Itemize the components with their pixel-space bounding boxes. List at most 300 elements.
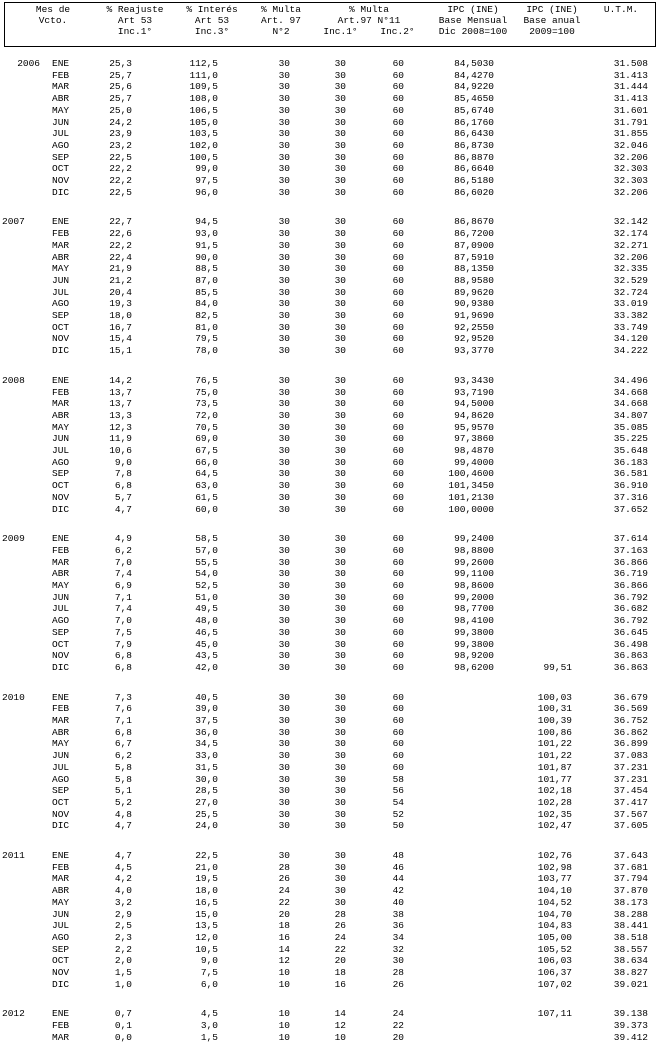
header-label: Base anual: [523, 15, 581, 26]
multa11-inc2-cell: 60: [392, 186, 404, 198]
multa11-inc2-cell: 46: [392, 861, 404, 873]
reajuste-cell: 7,4: [114, 568, 132, 580]
ipc-anual-cell: 100,86: [537, 726, 572, 738]
table-row: [0, 433, 660, 444]
utm-cell: 36.498: [613, 638, 648, 650]
year-cell: 2008: [2, 374, 25, 386]
ipc-mensual-cell: 93,7190: [454, 386, 494, 398]
multa11-inc1-cell: 30: [334, 603, 346, 615]
multa11-inc1-cell: 30: [334, 58, 346, 69]
month-cell: SEP: [52, 151, 70, 163]
interes-cell: 108,0: [189, 93, 218, 105]
utm-cell: 35.085: [613, 421, 648, 433]
header-label: 2009=100: [529, 26, 575, 37]
ipc-mensual-cell: 86,6020: [454, 186, 494, 198]
reajuste-cell: 7,6: [114, 703, 132, 715]
utm-cell: 32.046: [613, 139, 648, 151]
ipc-anual-cell: 105,00: [537, 931, 572, 943]
multa11-inc1-cell: 30: [334, 850, 346, 861]
multa97-cell: 30: [278, 650, 290, 662]
month-cell: MAR: [52, 715, 70, 726]
table-row: [0, 105, 660, 116]
month-cell: OCT: [52, 796, 70, 808]
interes-cell: 87,0: [195, 274, 218, 286]
table-row: [0, 738, 660, 749]
multa11-inc2-cell: 60: [392, 433, 404, 445]
multa97-cell: 30: [278, 796, 290, 808]
month-cell: MAY: [52, 580, 70, 591]
ipc-mensual-cell: 93,3770: [454, 345, 494, 357]
utm-cell: 37.614: [613, 533, 648, 545]
table-row: [0, 128, 660, 139]
utm-cell: 34.668: [613, 398, 648, 410]
multa11-inc1-cell: 30: [334, 650, 346, 662]
interes-cell: 16,5: [195, 896, 218, 908]
reajuste-cell: 0,1: [114, 1020, 132, 1032]
month-cell: SEP: [52, 468, 70, 480]
multa11-inc1-cell: 30: [334, 468, 346, 480]
multa11-inc1-cell: 30: [334, 820, 346, 832]
month-cell: FEB: [52, 861, 70, 873]
multa11-inc2-cell: 36: [392, 920, 404, 932]
month-cell: OCT: [52, 480, 70, 492]
interes-cell: 109,5: [189, 81, 218, 93]
reajuste-cell: 4,9: [114, 533, 132, 545]
multa11-inc2-cell: 60: [392, 333, 404, 345]
multa97-cell: 30: [278, 661, 290, 673]
month-cell: FEB: [52, 69, 70, 81]
reajuste-cell: 4,7: [114, 820, 132, 832]
table-row: [0, 809, 660, 820]
utm-cell: 31.601: [613, 104, 648, 116]
reajuste-cell: 6,8: [114, 480, 132, 492]
reajuste-cell: 23,9: [109, 128, 132, 140]
interes-cell: 103,5: [189, 128, 218, 140]
multa11-inc2-cell: 60: [392, 175, 404, 186]
month-cell: AGO: [52, 615, 70, 627]
multa11-inc1-cell: 30: [334, 186, 346, 198]
multa11-inc1-cell: 30: [334, 761, 346, 773]
month-cell: FEB: [52, 386, 70, 398]
ipc-anual-cell: 106,37: [537, 967, 572, 978]
multa97-cell: 26: [278, 873, 290, 885]
table-row: [0, 850, 660, 861]
ipc-anual-cell: 106,03: [537, 955, 572, 967]
month-cell: ABR: [52, 251, 70, 263]
multa97-cell: 30: [278, 761, 290, 773]
multa11-inc2-cell: 60: [392, 544, 404, 556]
utm-cell: 36.581: [613, 468, 648, 480]
month-cell: DIC: [52, 661, 70, 673]
table-row: [0, 885, 660, 896]
table-row: [0, 592, 660, 603]
header-label: Inc.1° Inc.2°: [323, 26, 415, 37]
table-row: [0, 715, 660, 726]
multa11-inc1-cell: 14: [334, 1008, 346, 1020]
multa97-cell: 30: [278, 251, 290, 263]
ipc-mensual-cell: 84,4270: [454, 69, 494, 81]
month-cell: AGO: [52, 139, 70, 151]
reajuste-cell: 18,0: [109, 310, 132, 321]
ipc-anual-cell: 107,11: [537, 1008, 572, 1020]
multa11-inc1-cell: 30: [334, 398, 346, 410]
multa97-cell: 30: [278, 286, 290, 298]
multa11-inc2-cell: 60: [392, 151, 404, 163]
reajuste-cell: 5,8: [114, 773, 132, 785]
reajuste-cell: 12,3: [109, 421, 132, 433]
table-row: [0, 774, 660, 785]
utm-cell: 31.413: [613, 69, 648, 81]
multa97-cell: 30: [278, 638, 290, 650]
interes-cell: 48,0: [195, 615, 218, 627]
multa11-inc2-cell: 60: [392, 239, 404, 251]
ipc-mensual-cell: 98,7700: [454, 603, 494, 615]
multa97-cell: 30: [278, 58, 290, 69]
table-row: [0, 93, 660, 104]
reajuste-cell: 4,7: [114, 850, 132, 861]
multa11-inc2-cell: 60: [392, 715, 404, 726]
multa11-inc2-cell: 60: [392, 139, 404, 151]
multa11-inc1-cell: 30: [334, 480, 346, 492]
multa11-inc1-cell: 30: [334, 568, 346, 580]
header-label: Art 53: [117, 15, 153, 26]
header-label: Art. 97: [261, 15, 301, 26]
multa11-inc1-cell: 26: [334, 920, 346, 932]
year-cell: 2010: [2, 691, 25, 703]
interes-cell: 21,0: [195, 861, 218, 873]
utm-cell: 33.019: [613, 298, 648, 310]
interes-cell: 28,5: [195, 785, 218, 797]
multa11-inc2-cell: 60: [392, 591, 404, 603]
multa11-inc1-cell: 30: [334, 175, 346, 186]
multa11-inc2-cell: 60: [392, 703, 404, 715]
multa97-cell: 10: [278, 967, 290, 978]
month-cell: OCT: [52, 321, 70, 333]
interes-cell: 88,5: [195, 263, 218, 275]
header-label: Art 53: [194, 15, 230, 26]
header-label: Inc.1°: [117, 26, 153, 37]
ipc-mensual-cell: 101,2130: [448, 491, 494, 503]
ipc-mensual-cell: 90,9380: [454, 298, 494, 310]
table-row: [0, 703, 660, 714]
ipc-anual-cell: 102,98: [537, 861, 572, 873]
header-label: Vcto.: [38, 15, 68, 26]
table-row: [0, 1032, 660, 1043]
multa11-inc2-cell: 60: [392, 81, 404, 93]
interes-cell: 61,5: [195, 491, 218, 503]
multa11-inc2-cell: 60: [392, 726, 404, 738]
multa97-cell: 30: [278, 626, 290, 638]
utm-cell: 37.231: [613, 773, 648, 785]
multa11-inc2-cell: 60: [392, 421, 404, 433]
reajuste-cell: 20,4: [109, 286, 132, 298]
ipc-mensual-cell: 98,4100: [454, 615, 494, 627]
interes-cell: 66,0: [195, 456, 218, 468]
multa11-inc2-cell: 56: [392, 785, 404, 797]
table-row: [0, 662, 660, 673]
table-row: [0, 909, 660, 920]
table-row: [0, 615, 660, 626]
multa11-inc2-cell: 26: [392, 978, 404, 990]
interes-cell: 106,5: [189, 104, 218, 116]
month-cell: MAR: [52, 556, 70, 568]
reajuste-cell: 21,9: [109, 263, 132, 275]
multa97-cell: 30: [278, 773, 290, 785]
table-row: [0, 58, 660, 69]
interes-cell: 84,0: [195, 298, 218, 310]
ipc-mensual-cell: 86,8730: [454, 139, 494, 151]
interes-cell: 22,5: [195, 850, 218, 861]
ipc-mensual-cell: 88,1350: [454, 263, 494, 275]
utm-cell: 34.807: [613, 409, 648, 421]
multa11-inc2-cell: 60: [392, 93, 404, 105]
reajuste-cell: 16,7: [109, 321, 132, 333]
ipc-mensual-cell: 99,2400: [454, 533, 494, 545]
utm-cell: 31.508: [613, 58, 648, 69]
utm-cell: 36.792: [613, 615, 648, 627]
interes-cell: 9,0: [200, 955, 218, 967]
table-row: [0, 897, 660, 908]
interes-cell: 78,0: [195, 345, 218, 357]
month-cell: FEB: [52, 544, 70, 556]
multa97-cell: 30: [278, 503, 290, 515]
interes-cell: 6,0: [200, 978, 218, 990]
month-cell: ABR: [52, 409, 70, 421]
utm-cell: 37.163: [613, 544, 648, 556]
multa11-inc1-cell: 30: [334, 298, 346, 310]
multa97-cell: 30: [278, 445, 290, 456]
multa11-inc1-cell: 30: [334, 896, 346, 908]
multa97-cell: 30: [278, 81, 290, 93]
reajuste-cell: 5,8: [114, 761, 132, 773]
table-row: [0, 375, 660, 386]
multa11-inc1-cell: 30: [334, 808, 346, 820]
ipc-mensual-cell: 98,8800: [454, 544, 494, 556]
utm-cell: 36.679: [613, 691, 648, 703]
ipc-anual-cell: 107,02: [537, 978, 572, 990]
utm-cell: 32.142: [613, 216, 648, 228]
multa11-inc2-cell: 58: [392, 773, 404, 785]
month-cell: OCT: [52, 638, 70, 650]
interes-cell: 94,5: [195, 216, 218, 228]
multa97-cell: 30: [278, 715, 290, 726]
multa11-inc1-cell: 30: [334, 345, 346, 357]
ipc-mensual-cell: 100,4600: [448, 468, 494, 480]
utm-cell: 37.870: [613, 885, 648, 897]
utm-cell: 38.827: [613, 967, 648, 978]
multa97-cell: 22: [278, 896, 290, 908]
reajuste-cell: 6,8: [114, 726, 132, 738]
month-cell: NOV: [52, 808, 70, 820]
interes-cell: 18,0: [195, 885, 218, 897]
month-cell: OCT: [52, 955, 70, 967]
interes-cell: 100,5: [189, 151, 218, 163]
month-cell: ABR: [52, 885, 70, 897]
interes-cell: 97,5: [195, 175, 218, 186]
multa11-inc2-cell: 54: [392, 796, 404, 808]
ipc-mensual-cell: 99,3800: [454, 638, 494, 650]
utm-cell: 36.682: [613, 603, 648, 615]
ipc-mensual-cell: 91,9690: [454, 310, 494, 321]
interes-cell: 90,0: [195, 251, 218, 263]
multa11-inc2-cell: 52: [392, 808, 404, 820]
multa97-cell: 30: [278, 186, 290, 198]
multa11-inc1-cell: 30: [334, 421, 346, 433]
month-cell: JUL: [52, 445, 70, 456]
utm-cell: 36.862: [613, 726, 648, 738]
reajuste-cell: 2,3: [114, 931, 132, 943]
ipc-mensual-cell: 92,9520: [454, 333, 494, 345]
multa11-inc2-cell: 60: [392, 580, 404, 591]
multa11-inc2-cell: 20: [392, 1031, 404, 1043]
utm-cell: 36.899: [613, 738, 648, 750]
multa11-inc1-cell: 30: [334, 738, 346, 750]
interes-cell: 57,0: [195, 544, 218, 556]
utm-cell: 32.206: [613, 251, 648, 263]
table-row: [0, 117, 660, 128]
month-cell: JUN: [52, 274, 70, 286]
multa11-inc1-cell: 30: [334, 556, 346, 568]
month-cell: NOV: [52, 333, 70, 345]
multa11-inc1-cell: 30: [334, 456, 346, 468]
month-cell: NOV: [52, 967, 70, 978]
utm-cell: 37.681: [613, 861, 648, 873]
month-cell: MAR: [52, 81, 70, 93]
reajuste-cell: 7,4: [114, 603, 132, 615]
multa11-inc1-cell: 30: [334, 386, 346, 398]
multa11-inc1-cell: 30: [334, 691, 346, 703]
multa11-inc2-cell: 60: [392, 468, 404, 480]
interes-cell: 4,5: [200, 1008, 218, 1020]
interes-cell: 33,0: [195, 750, 218, 762]
interes-cell: 96,0: [195, 186, 218, 198]
reajuste-cell: 7,1: [114, 591, 132, 603]
interes-cell: 102,0: [189, 139, 218, 151]
multa11-inc2-cell: 60: [392, 556, 404, 568]
interes-cell: 85,5: [195, 286, 218, 298]
multa97-cell: 30: [278, 785, 290, 797]
multa97-cell: 24: [278, 885, 290, 897]
ipc-mensual-cell: 86,7200: [454, 228, 494, 240]
table-row: [0, 504, 660, 515]
reajuste-cell: 3,2: [114, 896, 132, 908]
utm-cell: 34.496: [613, 374, 648, 386]
reajuste-cell: 7,0: [114, 556, 132, 568]
table-row: [0, 580, 660, 591]
multa11-inc2-cell: 60: [392, 409, 404, 421]
reajuste-cell: 4,2: [114, 873, 132, 885]
multa97-cell: 30: [278, 310, 290, 321]
reajuste-cell: 21,2: [109, 274, 132, 286]
multa11-inc1-cell: 22: [334, 943, 346, 955]
table-row: [0, 492, 660, 503]
multa11-inc2-cell: 60: [392, 345, 404, 357]
table-row: [0, 422, 660, 433]
header-ipca: [517, 4, 587, 37]
utm-cell: 34.120: [613, 333, 648, 345]
reajuste-cell: 5,2: [114, 796, 132, 808]
month-cell: NOV: [52, 491, 70, 503]
reajuste-cell: 24,2: [109, 116, 132, 128]
reajuste-cell: 6,8: [114, 650, 132, 662]
month-cell: DIC: [52, 820, 70, 832]
multa11-inc1-cell: 30: [334, 726, 346, 738]
utm-cell: 32.303: [613, 175, 648, 186]
multa97-cell: 30: [278, 116, 290, 128]
reajuste-cell: 4,7: [114, 503, 132, 515]
month-cell: DIC: [52, 186, 70, 198]
multa11-inc2-cell: 60: [392, 738, 404, 750]
reajuste-cell: 25,7: [109, 93, 132, 105]
table-row: [0, 187, 660, 198]
interes-cell: 64,5: [195, 468, 218, 480]
ipc-anual-cell: 101,22: [537, 738, 572, 750]
multa11-inc1-cell: 30: [334, 216, 346, 228]
table-row: [0, 345, 660, 356]
month-cell: ABR: [52, 93, 70, 105]
table-row: [0, 979, 660, 990]
multa11-inc1-cell: 30: [334, 104, 346, 116]
interes-cell: 3,0: [200, 1020, 218, 1032]
multa11-inc2-cell: 60: [392, 58, 404, 69]
interes-cell: 1,5: [200, 1031, 218, 1043]
multa11-inc1-cell: 28: [334, 908, 346, 920]
utm-cell: 34.668: [613, 386, 648, 398]
table-row: [0, 252, 660, 263]
multa97-cell: 10: [278, 1008, 290, 1020]
month-cell: DIC: [52, 345, 70, 357]
utm-cell: 36.645: [613, 626, 648, 638]
interes-cell: 51,0: [195, 591, 218, 603]
reajuste-cell: 1,5: [114, 967, 132, 978]
multa11-inc2-cell: 60: [392, 650, 404, 662]
multa11-inc2-cell: 60: [392, 568, 404, 580]
multa11-inc2-cell: 60: [392, 691, 404, 703]
table-row: [0, 920, 660, 931]
month-cell: NOV: [52, 650, 70, 662]
ipc-mensual-cell: 98,8600: [454, 580, 494, 591]
reajuste-cell: 25,7: [109, 69, 132, 81]
utm-cell: 37.567: [613, 808, 648, 820]
month-cell: ENE: [52, 691, 70, 703]
interes-cell: 40,5: [195, 691, 218, 703]
header-multa11: [317, 4, 421, 37]
ipc-anual-cell: 100,03: [537, 691, 572, 703]
ipc-anual-cell: 102,76: [537, 850, 572, 861]
utm-cell: 35.225: [613, 433, 648, 445]
reajuste-cell: 7,9: [114, 638, 132, 650]
multa11-inc1-cell: 30: [334, 81, 346, 93]
utm-cell: 38.288: [613, 908, 648, 920]
reajuste-cell: 23,2: [109, 139, 132, 151]
multa97-cell: 30: [278, 738, 290, 750]
interes-cell: 46,5: [195, 626, 218, 638]
multa11-inc2-cell: 24: [392, 1008, 404, 1020]
year-cell: 2009: [2, 533, 25, 545]
reajuste-cell: 2,9: [114, 908, 132, 920]
multa97-cell: 30: [278, 480, 290, 492]
multa11-inc1-cell: 30: [334, 433, 346, 445]
reajuste-cell: 0,7: [114, 1008, 132, 1020]
interes-cell: 73,5: [195, 398, 218, 410]
utm-cell: 36.910: [613, 480, 648, 492]
multa97-cell: 30: [278, 556, 290, 568]
multa11-inc1-cell: 30: [334, 533, 346, 545]
ipc-anual-cell: 102,18: [537, 785, 572, 797]
reajuste-cell: 5,1: [114, 785, 132, 797]
multa11-inc2-cell: 60: [392, 750, 404, 762]
multa11-inc1-cell: 30: [334, 503, 346, 515]
